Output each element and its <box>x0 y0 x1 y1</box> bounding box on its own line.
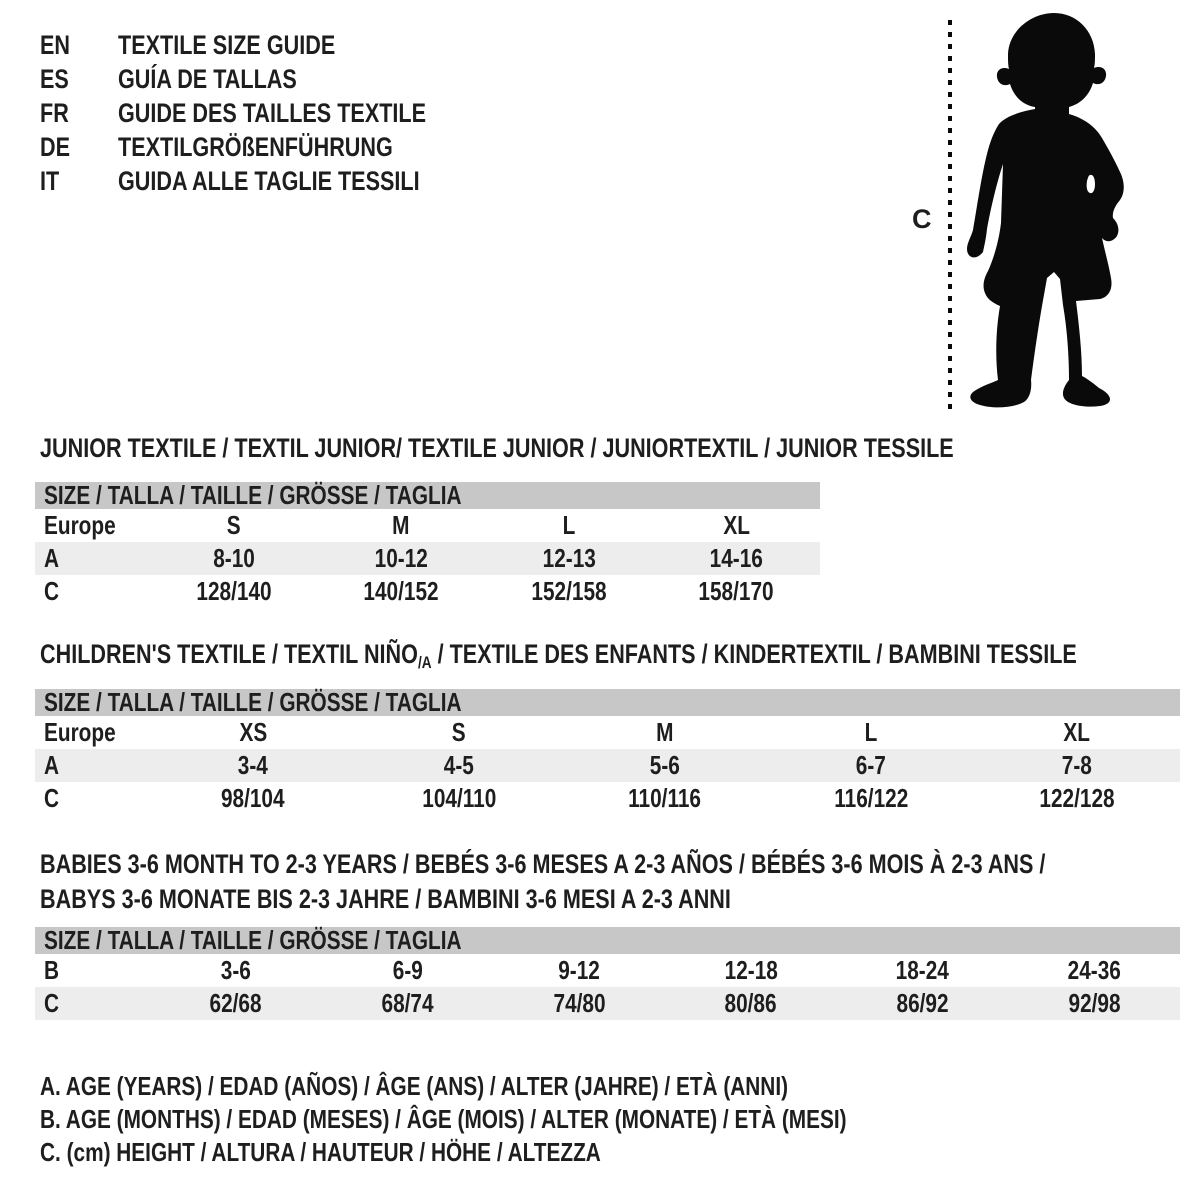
table-cell: 104/110 <box>421 783 497 813</box>
language-row <box>40 130 503 164</box>
section-title-text: BABYS 3-6 MONATE BIS 2-3 JAHRE / BAMBINI 3-6 MESI A 2-3 ANNI <box>40 883 731 914</box>
legend-text: A. AGE (YEARS) / EDAD (AÑOS) / ÂGE (ANS) / ALTER (JAHRE) / ETÀ (ANNI) <box>40 1071 789 1101</box>
legend-line-c <box>40 1136 1048 1169</box>
section-title-babies-line1 <box>40 850 1200 878</box>
size-header-text: SIZE / TALLA / TAILLE / GRÖSSE / TAGLIA <box>44 687 462 717</box>
table-cell: 62/68 <box>209 988 262 1018</box>
section-title-text <box>40 639 1077 673</box>
table-cell: 12-13 <box>542 543 596 573</box>
size-header-text: SIZE / TALLA / TAILLE / GRÖSSE / TAGLIA <box>44 925 462 955</box>
row-label: A <box>44 543 60 573</box>
row-label: Europe <box>44 510 116 540</box>
table-cell: 9-12 <box>558 955 600 985</box>
table-cell: 14-16 <box>709 543 763 573</box>
table-cell: XL <box>1063 717 1091 747</box>
height-measure-label: C <box>912 204 932 234</box>
row-label: C <box>44 783 60 813</box>
language-code: IT <box>40 165 60 196</box>
language-row <box>40 96 503 130</box>
table-cell: L <box>864 717 878 747</box>
table-cell: 80/86 <box>724 988 777 1018</box>
guide-title: GUIDA ALLE TAGLIE TESSILI <box>118 165 420 196</box>
guide-title: GUIDE DES TAILLES TEXTILE <box>118 97 427 128</box>
table-cell: 128/140 <box>196 576 272 606</box>
row-label: C <box>44 988 60 1018</box>
babies-size-table <box>35 927 1180 1020</box>
section-title-text: JUNIOR TEXTILE / TEXTIL JUNIOR/ TEXTILE JUNIOR / JUNIORTEXTIL / JUNIOR TESSILE <box>40 432 954 463</box>
table-cell: M <box>656 717 674 747</box>
language-code: ES <box>40 63 69 94</box>
table-cell: 68/74 <box>381 988 434 1018</box>
table-row <box>35 782 1180 815</box>
table-cell: 152/158 <box>531 576 607 606</box>
table-cell: 18-24 <box>895 955 950 985</box>
row-label: C <box>44 576 60 606</box>
section-title-babies-line2 <box>40 885 904 913</box>
table-cell: 110/116 <box>628 783 702 813</box>
section-title-text: BABIES 3-6 MONTH TO 2-3 YEARS / BEBÉS 3-6 MESES A 2-3 AÑOS / BÉBÉS 3-6 MOIS À 2-3 ANS / <box>40 848 1046 879</box>
table-cell: 6-7 <box>855 750 887 780</box>
legend-text: C. (cm) HEIGHT / ALTURA / HAUTEUR / HÖHE / ALTEZZA <box>40 1137 601 1167</box>
table-size-header <box>35 927 1180 954</box>
language-code: DE <box>40 131 71 162</box>
table-cell: 7-8 <box>1061 750 1093 780</box>
guide-title: TEXTILE SIZE GUIDE <box>118 29 336 60</box>
table-cell: 3-6 <box>220 955 251 985</box>
legend-line-b <box>40 1103 1048 1136</box>
row-label: B <box>44 955 60 985</box>
guide-title: TEXTILGRÖßENFÜHRUNG <box>118 131 393 162</box>
height-measure-dashed-line <box>946 18 954 418</box>
table-cell: 4-5 <box>443 750 475 780</box>
table-cell: S <box>226 510 241 540</box>
table-size-header <box>35 689 1180 716</box>
table-cell: 98/104 <box>221 783 285 813</box>
table-cell: XS <box>239 717 267 747</box>
section-title-children <box>40 639 1200 672</box>
size-figure <box>900 8 1160 424</box>
table-size-header <box>35 482 820 509</box>
toddler-silhouette-icon <box>964 10 1144 415</box>
language-row <box>40 62 503 96</box>
table-row <box>35 987 1180 1020</box>
size-header-text: SIZE / TALLA / TAILLE / GRÖSSE / TAGLIA <box>44 480 462 510</box>
table-cell: 6-9 <box>392 955 423 985</box>
table-row <box>35 542 820 575</box>
language-code: FR <box>40 97 69 128</box>
table-cell: 140/152 <box>363 576 439 606</box>
language-code: EN <box>40 29 71 60</box>
table-row <box>35 749 1180 782</box>
table-cell: 86/92 <box>896 988 949 1018</box>
table-cell: M <box>392 510 410 540</box>
guide-title: GUÍA DE TALLAS <box>118 63 297 94</box>
section-title-junior <box>40 434 1182 462</box>
table-cell: L <box>562 510 576 540</box>
table-cell: XL <box>722 510 750 540</box>
language-row <box>40 28 503 62</box>
table-row <box>35 509 820 542</box>
table-cell: 3-4 <box>237 750 269 780</box>
table-row <box>35 575 820 608</box>
table-cell: 10-12 <box>374 543 428 573</box>
title-part-before: CHILDREN'S TEXTILE / TEXTIL NIÑO <box>40 639 418 669</box>
title-part-after: / TEXTILE DES ENFANTS / KINDERTEXTIL / BAMBINI TESSILE <box>431 639 1077 669</box>
table-cell: 5-6 <box>649 750 681 780</box>
junior-size-table <box>35 482 820 608</box>
table-cell: 122/128 <box>1039 783 1115 813</box>
table-row <box>35 716 1180 749</box>
row-label: A <box>44 750 60 780</box>
table-row <box>35 954 1180 987</box>
legend-line-a <box>40 1070 1048 1103</box>
legend-block <box>40 1070 1048 1169</box>
row-label: Europe <box>44 717 116 747</box>
table-cell: 8-10 <box>212 543 255 573</box>
table-cell: 12-18 <box>724 955 778 985</box>
children-size-table <box>35 689 1180 815</box>
table-cell: 74/80 <box>553 988 606 1018</box>
table-cell: S <box>452 717 466 747</box>
legend-text: B. AGE (MONTHS) / EDAD (MESES) / ÂGE (MOIS) / ALTER (MONATE) / ETÀ (MESI) <box>40 1104 847 1134</box>
table-cell: 158/170 <box>698 576 774 606</box>
title-part-subscript: /A <box>417 653 432 672</box>
table-cell: 92/98 <box>1068 988 1121 1018</box>
table-cell: 24-36 <box>1067 955 1121 985</box>
table-cell: 116/122 <box>833 783 909 813</box>
language-guide-block <box>40 28 503 198</box>
language-row <box>40 164 503 198</box>
